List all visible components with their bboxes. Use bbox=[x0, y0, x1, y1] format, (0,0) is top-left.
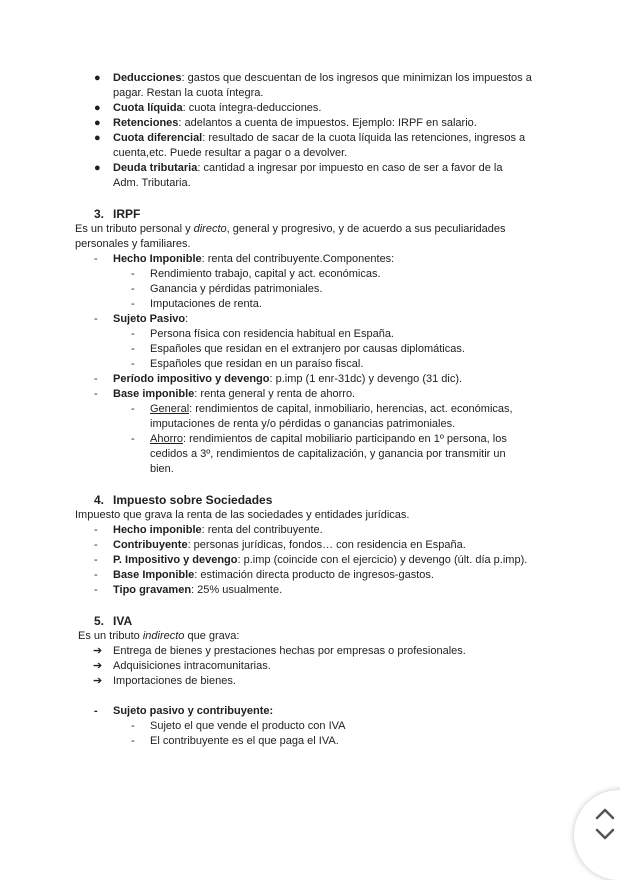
sociedades-contrib-label: Contribuyente bbox=[113, 539, 188, 551]
dash-marker: - bbox=[131, 403, 135, 415]
sociedades-pimp-text: : p.imp (coincide con el ejercicio) y devengo (últ. día p.imp). bbox=[237, 554, 528, 566]
deuda-tributaria-text: : cantidad a ingresar por impuesto en caso de ser a favor de la bbox=[197, 162, 503, 174]
sociedades-contrib-line bbox=[113, 538, 466, 553]
irpf-heading: IRPF bbox=[113, 207, 141, 221]
bullet-marker: ● bbox=[94, 72, 101, 84]
irpf-sujeto-label: Sujeto Pasivo bbox=[113, 313, 186, 325]
irpf-hecho-line bbox=[113, 252, 394, 267]
iva-sujeto-item: El contribuyente es el que paga el IVA. bbox=[150, 735, 339, 747]
dash-marker: - bbox=[131, 343, 135, 355]
iva-sujeto-item: Sujeto el que vende el producto con IVA bbox=[150, 720, 346, 732]
iva-heading: IVA bbox=[113, 614, 133, 628]
chevron-up-icon[interactable] bbox=[594, 806, 616, 822]
iva-number: 5. bbox=[94, 614, 105, 628]
chevron-down-icon[interactable] bbox=[594, 826, 616, 842]
iva-intro-em: indirecto bbox=[142, 630, 185, 642]
irpf-periodo-text: : p.imp (1 enr-31dc) y devengo (31 dic). bbox=[269, 373, 463, 385]
dash-marker: - bbox=[94, 373, 98, 385]
cuota-liquida-label: Cuota líquida bbox=[113, 102, 183, 114]
sociedades-hecho-line bbox=[113, 523, 323, 538]
sociedades-pimp-line bbox=[113, 553, 527, 568]
sociedades-pimp-label: P. Impositivo y devengo bbox=[113, 554, 238, 566]
iva-intro-line bbox=[78, 629, 239, 644]
dash-marker: - bbox=[94, 539, 98, 551]
arrow-marker: ➔ bbox=[93, 645, 103, 657]
sociedades-contrib-text: : personas jurídicas, fondos… con residencia en España. bbox=[187, 539, 466, 551]
sociedades-intro: Impuesto que grava la renta de las sociedades y entidades jurídicas. bbox=[75, 509, 410, 521]
sociedades-hecho-text: : renta del contribuyente. bbox=[201, 524, 323, 536]
dash-marker: - bbox=[131, 268, 135, 280]
dash-marker: - bbox=[94, 253, 98, 265]
irpf-intro-line bbox=[75, 222, 506, 237]
dash-marker: - bbox=[131, 735, 135, 747]
cuota-diferencial-line bbox=[113, 131, 525, 146]
irpf-sujeto-text: : bbox=[185, 313, 189, 325]
irpf-general-line-2: imputaciones de renta y/o pérdidas o ganancias patrimoniales. bbox=[150, 418, 456, 430]
dash-marker: - bbox=[94, 524, 98, 536]
dash-marker: - bbox=[131, 720, 135, 732]
irpf-sujeto-item: Persona física con residencia habitual en España. bbox=[150, 328, 394, 340]
arrow-marker: ➔ bbox=[93, 675, 103, 687]
bullet-marker: ● bbox=[94, 132, 101, 144]
deducciones-line bbox=[113, 71, 532, 86]
irpf-sujeto-item: Españoles que residan en el extranjero por causas diplomáticas. bbox=[150, 343, 465, 355]
irpf-hecho-label: Hecho Imponible bbox=[113, 253, 202, 265]
dash-marker: - bbox=[94, 388, 98, 400]
retenciones-text: : adelantos a cuenta de impuestos. Ejemplo: IRPF en salario. bbox=[178, 117, 477, 129]
sociedades-base-label: Base Imponible bbox=[113, 569, 195, 581]
sociedades-tipo-label: Tipo gravamen bbox=[113, 584, 192, 596]
cuota-liquida-text: : cuota íntegra-deducciones. bbox=[182, 102, 322, 114]
irpf-hecho-item: Imputaciones de renta. bbox=[150, 298, 262, 310]
deuda-tributaria-line-2: Adm. Tributaria. bbox=[113, 177, 191, 189]
irpf-ahorro-line bbox=[150, 432, 507, 447]
sociedades-base-text: : estimación directa producto de ingresos-gastos. bbox=[194, 569, 434, 581]
bullet-marker: ● bbox=[94, 162, 101, 174]
sociedades-base-line bbox=[113, 568, 434, 583]
deducciones-line-2: pagar. Restan la cuota íntegra. bbox=[113, 87, 264, 99]
irpf-base-label: Base imponible bbox=[113, 388, 195, 400]
irpf-ahorro-line-3: bien. bbox=[150, 463, 174, 475]
irpf-general-label: General bbox=[150, 403, 190, 415]
irpf-intro-line-2: personales y familiares. bbox=[75, 238, 191, 250]
cuota-diferencial-label: Cuota diferencial bbox=[113, 132, 203, 144]
irpf-ahorro-text: : rendimientos de capital mobiliario participando en 1º persona, los bbox=[183, 433, 507, 445]
dash-marker: - bbox=[94, 569, 98, 581]
irpf-intro-em: directo bbox=[193, 223, 227, 235]
irpf-ahorro-label: Ahorro bbox=[150, 433, 184, 445]
iva-item: Importaciones de bienes. bbox=[113, 675, 236, 687]
dash-marker: - bbox=[94, 554, 98, 566]
sociedades-heading: Impuesto sobre Sociedades bbox=[113, 493, 273, 507]
dash-marker: - bbox=[131, 328, 135, 340]
arrow-marker: ➔ bbox=[93, 660, 103, 672]
cuota-liquida-line bbox=[113, 101, 321, 116]
irpf-periodo-line bbox=[113, 372, 462, 387]
irpf-intro-b: , general y progresivo, y de acuerdo a sus peculiaridades bbox=[226, 223, 506, 235]
deducciones-text: : gastos que descuentan de los ingresos que minimizan los impuestos a bbox=[181, 72, 532, 84]
sociedades-number: 4. bbox=[94, 493, 105, 507]
sociedades-hecho-label: Hecho imponible bbox=[113, 524, 202, 536]
cuota-diferencial-line-2: cuenta,etc. Puede resultar a pagar o a devolver. bbox=[113, 147, 348, 159]
retenciones-label: Retenciones bbox=[113, 117, 179, 129]
irpf-general-text: : rendimientos de capital, inmobiliario, herencias, act. económicas, bbox=[189, 403, 513, 415]
retenciones-line bbox=[113, 116, 477, 131]
bullet-marker: ● bbox=[94, 102, 101, 114]
deuda-tributaria-line bbox=[113, 161, 502, 176]
irpf-hecho-item: Ganancia y pérdidas patrimoniales. bbox=[150, 283, 323, 295]
sociedades-tipo-line bbox=[113, 583, 282, 598]
irpf-intro-a: Es un tributo personal y bbox=[75, 223, 194, 235]
iva-sujeto-line bbox=[113, 704, 273, 719]
dash-marker: - bbox=[94, 584, 98, 596]
dash-marker: - bbox=[131, 298, 135, 310]
irpf-base-line bbox=[113, 387, 355, 402]
irpf-sujeto-line bbox=[113, 312, 188, 327]
iva-intro-a: Es un tributo bbox=[78, 630, 143, 642]
irpf-ahorro-line-2: cedidos a 3º, rendimientos de capitalización, y ganancia por transmitir un bbox=[150, 448, 506, 460]
irpf-general-line bbox=[150, 402, 513, 417]
iva-item: Adquisiciones intracomunitarias. bbox=[113, 660, 271, 672]
iva-intro-b: que grava: bbox=[184, 630, 240, 642]
deuda-tributaria-label: Deuda tributaria bbox=[113, 162, 198, 174]
irpf-base-text: : renta general y renta de ahorro. bbox=[194, 388, 356, 400]
irpf-hecho-item: Rendimiento trabajo, capital y act. económicas. bbox=[150, 268, 381, 280]
iva-sujeto-label: Sujeto pasivo y contribuyente: bbox=[113, 705, 274, 717]
iva-item: Entrega de bienes y prestaciones hechas por empresas o profesionales. bbox=[113, 645, 466, 657]
bullet-marker: ● bbox=[94, 117, 101, 129]
sociedades-tipo-text: : 25% usualmente. bbox=[191, 584, 283, 596]
irpf-number: 3. bbox=[94, 207, 105, 221]
dash-marker: - bbox=[131, 433, 135, 445]
dash-marker: - bbox=[131, 358, 135, 370]
irpf-sujeto-item: Españoles que residan en un paraíso fiscal. bbox=[150, 358, 364, 370]
deducciones-label: Deducciones bbox=[113, 72, 182, 84]
dash-marker: - bbox=[94, 705, 98, 717]
cuota-diferencial-text: : resultado de sacar de la cuota líquida las retenciones, ingresos a bbox=[202, 132, 526, 144]
dash-marker: - bbox=[94, 313, 98, 325]
dash-marker: - bbox=[131, 283, 135, 295]
irpf-periodo-label: Período impositivo y devengo bbox=[113, 373, 270, 385]
irpf-hecho-text: : renta del contribuyente.Componentes: bbox=[201, 253, 395, 265]
